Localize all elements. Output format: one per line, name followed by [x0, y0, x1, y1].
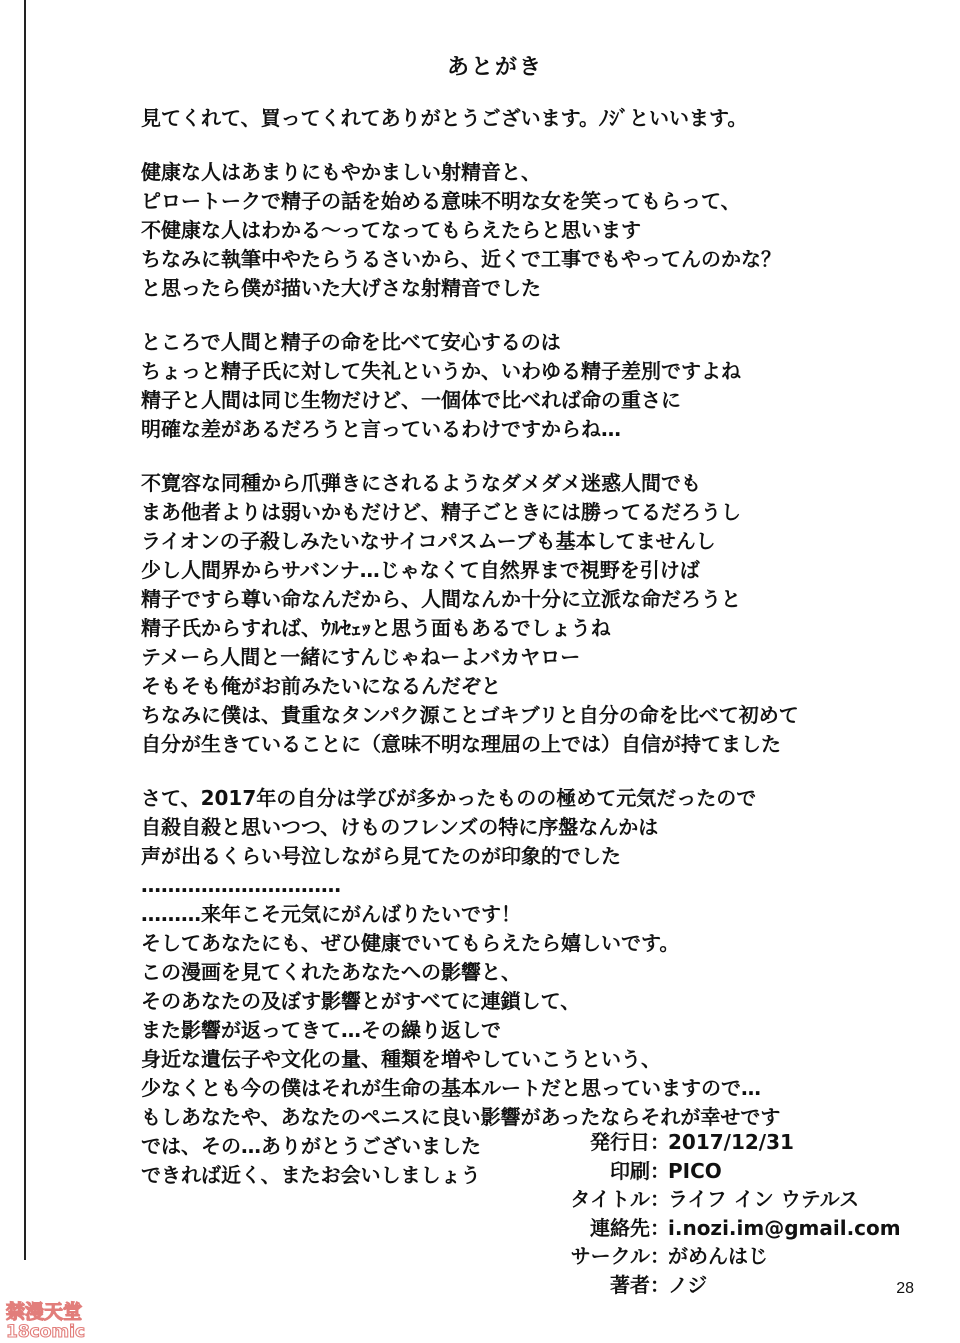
body-line: 見てくれて、買ってくれてありがとうございます。ﾉｼﾞといいます。 — [141, 106, 748, 130]
body-line: 不寛容な同種から爪弾きにされるようなダメダメ迷惑人間でも — [141, 471, 701, 495]
body-line: そもそも俺がお前みたいになるんだぞと — [141, 674, 501, 698]
colophon-separator: ： — [650, 1215, 670, 1240]
body-line: ちなみに僕は、貴重なタンパク源ことゴキブリと自分の命を比べて初めて — [141, 703, 799, 727]
body-line: まあ他者よりは弱いかもだけど、精子ごときには勝ってるだろうし — [141, 500, 741, 524]
body-line: 声が出るくらい号泣しながら見てたのが印象的でした — [141, 844, 621, 868]
body-line: もしあなたや、あなたのペニスに良い影響があったならそれが幸せです — [141, 1105, 781, 1129]
body-line: そしてあなたにも、ぜひ健康でいてもらえたら嬉しいです。 — [141, 931, 680, 955]
afterword-body — [141, 104, 861, 1190]
colophon — [520, 1128, 940, 1300]
body-line: 精子と人間は同じ生物だけど、一個体で比べれば命の重さに — [141, 388, 681, 412]
page-left-rule — [24, 0, 26, 1260]
body-line: 身近な遺伝子や文化の量、種類を増やしていこうという、 — [141, 1047, 661, 1071]
body-line: 健康な人はあまりにもやかましい射精音と、 — [141, 160, 541, 184]
colophon-separator: ： — [650, 1130, 670, 1154]
colophon-value: がめんはじ — [668, 1244, 768, 1269]
page-number: 28 — [896, 1280, 914, 1297]
colophon-row-printer — [520, 1157, 940, 1186]
colophon-separator: ： — [650, 1272, 670, 1297]
body-line: ピロートークで精子の話を始める意味不明な女を笑ってもらって、 — [141, 189, 741, 213]
body-line: ライオンの子殺しみたいなサイコパスムーブも基本してませんし — [141, 529, 716, 553]
colophon-row-title — [520, 1185, 940, 1214]
colophon-row-contact — [520, 1214, 940, 1243]
body-line: 明確な差があるだろうと言っているわけですからね… — [141, 417, 621, 441]
body-line: 精子氏からすれば、ｳﾙｾｪｯと思う面もあるでしょうね — [141, 616, 611, 640]
body-line: ちなみに執筆中やたらうるさいから、近くで工事でもやってんのかな？ — [141, 247, 781, 271]
body-line: ………………………… — [141, 873, 341, 897]
body-line: さて、2017年の自分は学びが多かったものの極めて元気だったので — [141, 786, 757, 810]
watermark-logo — [4, 1298, 122, 1340]
body-line: ところで人間と精子の命を比べて安心するのは — [141, 330, 561, 354]
body-line: では、その…ありがとうございました — [141, 1134, 481, 1158]
colophon-row-circle — [520, 1242, 940, 1271]
colophon-value: PICO — [668, 1158, 722, 1183]
colophon-label: タイトル — [570, 1187, 650, 1212]
body-line: と思ったら僕が描いた大げさな射精音でした — [141, 276, 541, 300]
body-line: 少し人間界からサバンナ…じゃなくて自然界まで視野を引けば — [141, 558, 700, 582]
body-line: ちょっと精子氏に対して失礼というか、いわゆる精子差別ですよね — [141, 359, 741, 383]
body-line: 自分が生きていることに（意味不明な理屈の上では）自信が持てました — [141, 732, 781, 756]
body-line: 少なくとも今の僕はそれが生命の基本ルートだと思っていますので… — [141, 1076, 761, 1100]
body-line: この漫画を見てくれたあなたへの影響と、 — [141, 960, 521, 984]
colophon-label: 連絡先 — [590, 1215, 650, 1240]
body-line: 不健康な人はわかる〜ってなってもらえたらと思います — [141, 218, 641, 242]
body-line: また影響が返ってきて…その繰り返しで — [141, 1018, 501, 1042]
colophon-label: サークル — [570, 1244, 650, 1269]
colophon-value: ライフ イン ウテルス — [668, 1187, 860, 1212]
colophon-separator: ： — [650, 1187, 670, 1212]
colophon-separator: ： — [650, 1158, 670, 1183]
colophon-row-author — [520, 1271, 940, 1300]
body-line: そのあなたの及ぼす影響とがすべてに連鎖して、 — [141, 989, 581, 1013]
body-line: できれば近く、またお会いしましょう — [141, 1163, 481, 1187]
colophon-value: i.nozi.im@gmail.com — [668, 1215, 901, 1240]
body-line: テメーら人間と一緒にすんじゃねーよバカヤロー — [141, 645, 581, 669]
colophon-value: 2017/12/31 — [668, 1130, 794, 1154]
colophon-label: 著者 — [610, 1272, 650, 1297]
colophon-label: 発行日 — [590, 1130, 650, 1154]
colophon-row-date — [520, 1128, 940, 1157]
body-line: 精子ですら尊い命なんだから、人間なんか十分に立派な命だろうと — [141, 587, 741, 611]
afterword-heading: あとがき — [446, 55, 543, 80]
colophon-separator: ： — [650, 1244, 670, 1269]
body-line: ………来年こそ元気にがんばりたいです！ — [141, 902, 521, 926]
colophon-value: ノジ — [668, 1272, 708, 1297]
colophon-label: 印刷 — [610, 1158, 650, 1183]
svg-text:18comic: 18comic — [6, 1322, 86, 1340]
body-line: 自殺自殺と思いつつ、けものフレンズの特に序盤なんかは — [141, 815, 659, 839]
svg-text:禁漫天堂: 禁漫天堂 — [6, 1301, 83, 1323]
